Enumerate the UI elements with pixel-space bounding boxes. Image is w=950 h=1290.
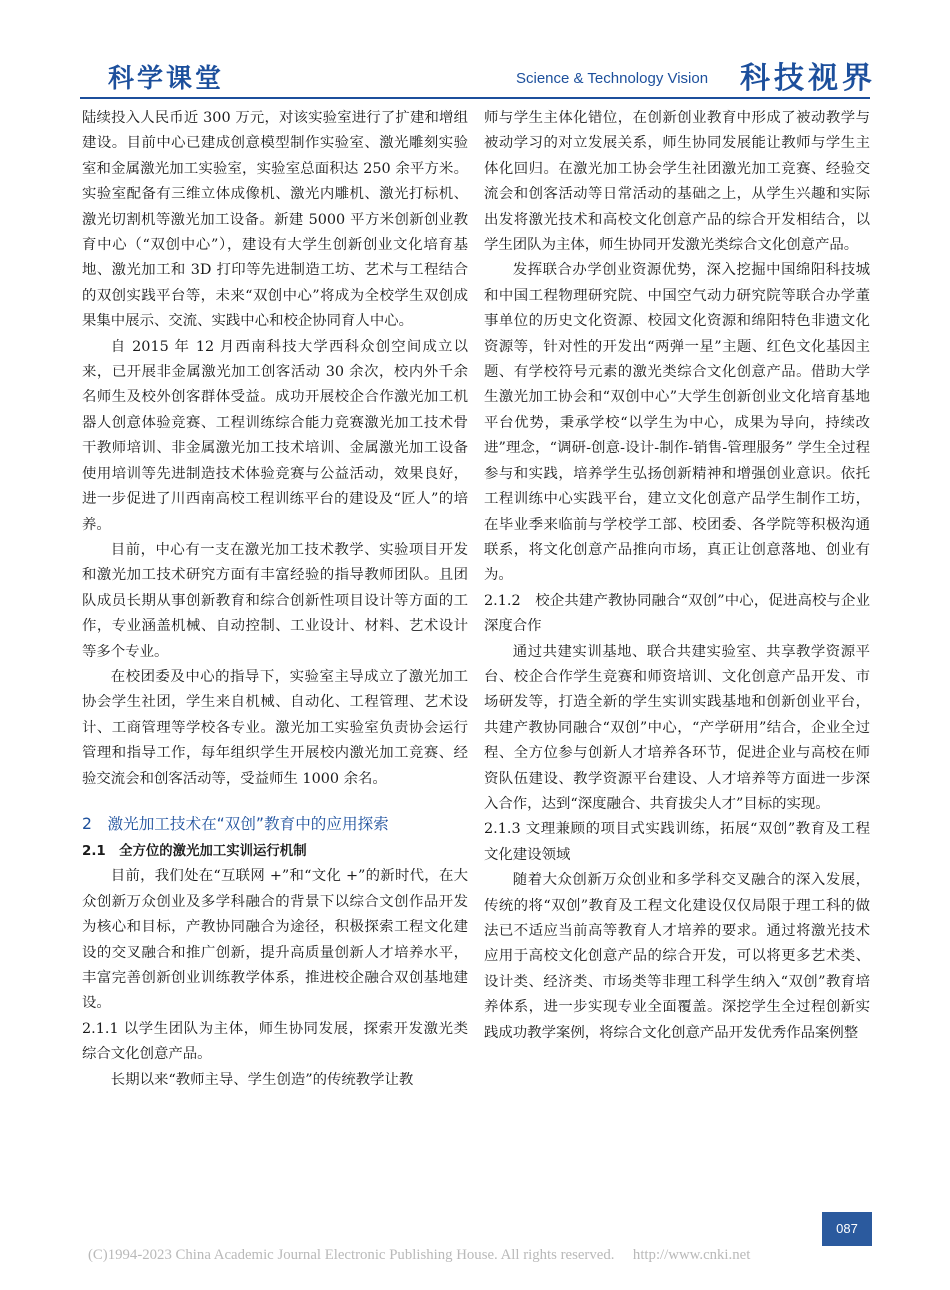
journal-english-title: Science & Technology Vision <box>516 70 709 87</box>
paragraph: 师与学生主体化错位，在创新创业教育中形成了被动教学与被动学习的对立发展关系，师生协同发展能让教师与学生主体化回归。在激光加工协会学生社团激光加工竞赛、经验交流会和创客活动等日常活动的基础之上，从学生兴趣和实际出发将激光技术和高校文化创意产品的综合开发相结合，以学生团队为主体，师生协同开发激光类综合文化创意产品。 <box>484 110 870 254</box>
header-rule <box>80 97 870 99</box>
subsubsection-heading: 2.1.2 校企共建产教协同融合“双创”中心，促进高校与企业深度合作 <box>484 592 870 635</box>
paragraph: 随着大众创新万众创业和多学科交叉融合的深入发展，传统的将“双创”教育及工程文化建设仅仅局限于理工科的做法已不适应当前高等教育人才培养的要求。通过将激光技术应用于高校文化创意产品的综合开发，可以将更多艺术类、设计类、经济类、市场类等非理工科学生纳入“双创”教育培养体系，进一步实现专业全面覆盖。深挖学生全过程创新实践成功教学案例，将综合文化创意产品开发优秀作品案例整 <box>484 872 870 1041</box>
paragraph: 在校团委及中心的指导下，实验室主导成立了激光加工协会学生社团，学生来自机械、自动化、工程管理、艺术设计、工商管理等学校各专业。激光加工实验室负责协会运行管理和指导工作，每年组织学生开展校内激光加工竞赛、经验交流会和创客活动等，受益师生 1000 余名。 <box>82 668 468 787</box>
paragraph: 陆续投入人民币近 300 万元，对该实验室进行了扩建和增组建设。目前中心已建成创意模型制作实验室、激光雕刻实验室和金属激光加工实验室，实验室总面积达 250 余平方米。实验室配备有三维立体成像机、激光内雕机、激光打标机、激光切割机等激光加工设备。新建 5000 平方米创新创业教育中心（“双创中心”），建设有大学生创新创业文化培育基地、激光加工和 3D 打印等先进制造工坊、艺术与工程结合的双创实践平台等，未来“双创中心”将成为全校学生双创成果集中展示、交流、实践中心和校企协同育人中心。 <box>82 110 468 330</box>
paragraph: 自 2015 年 12 月西南科技大学西科众创空间成立以来，已开展非金属激光加工创客活动 30 余次，校内外千余名师生及校外创客群体受益。成功开展校企合作激光加工机器人创意体验竞赛、工程训练综合能力竞赛激光加工技术骨干教师培训、非金属激光加工技术培训、金属激光加工设备使用培训等先进制造技术体验竞赛与公益活动，效果良好，进一步促进了川西南高校工程训练平台的建设及“匠人”的培养。 <box>82 338 468 533</box>
section-heading: 2 激光加工技术在“双创”教育中的应用探索 <box>82 814 389 833</box>
paragraph: 长期以来“教师主导、学生创造”的传统教学让教 <box>110 1071 414 1088</box>
subsection-heading: 2.1 全方位的激光加工实训运行机制 <box>82 843 307 859</box>
left-column <box>82 106 468 1093</box>
journal-section-title: 科学课堂 <box>108 64 225 94</box>
paragraph: 目前，我们处在“互联网 +”和“文化 +”的新时代，在大众创新万众创业及多学科融合的背景下以综合文创作品开发为核心和目标，产教协同融合为途径，积极探索工程文化建设的交叉融合和推广创新，提升高质量创新人才培养水平，丰富完善创新创业训练教学体系，推进校企融合双创基地建设。 <box>82 868 468 1012</box>
right-column <box>484 106 870 1046</box>
journal-chinese-title: 科技视界 <box>740 61 876 96</box>
subsubsection-heading: 2.1.1 以学生团队为主体，师生协同发展，探索开发激光类综合文化创意产品。 <box>82 1020 468 1063</box>
paragraph: 发挥联合办学创业资源优势，深入挖掘中国绵阳科技城和中国工程物理研究院、中国空气动力研究院等联合办学董事单位的历史文化资源、校园文化资源和绵阳特色非遗文化资源等，针对性的开发出“两弹一星”主题、红色文化基因主题、有学校符号元素的激光类综合文化创意产品。借助大学生激光加工协会和“双创中心”大学生创新创业文化培育基地平台优势，秉承学校“以学生为中心，成果为导向，持续改进”理念，“调研-创意-设计-制作-销售-管理服务” 学生全过程参与和实践，培养学生弘扬创新精神和增强创业意识。依托工程训练中心实践平台，建立文化创意产品学生制作工坊，在毕业季来临前与学校学工部、校团委、各学院等积极沟通联系，将文化创意产品推向市场，真正让创意落地、创业有为。 <box>484 262 870 584</box>
copyright-footer: (C)1994-2023 China Academic Journal Electronic Publishing House. All rights reserved. http://www.cnki.net <box>88 1247 751 1263</box>
page-number: 087 <box>822 1212 872 1246</box>
subsubsection-heading: 2.1.3 文理兼顾的项目式实践训练，拓展“双创”教育及工程文化建设领域 <box>484 821 870 863</box>
section-spacer <box>82 792 468 809</box>
paragraph: 通过共建实训基地、联合共建实验室、共享教学资源平台、校企合作学生竞赛和师资培训、文化创意产品开发、市场研发等，打造全新的学生实训实践基地和创新创业平台，共建产教协同融合“双创”中心，“产学研用”结合，企业全过程、全方位参与创新人才培养各环节，促进企业与高校在师资队伍建设、教学资源平台建设、人才培养等方面进一步深入合作，达到“深度融合、共育拔尖人才”目标的实现。 <box>484 643 870 812</box>
paragraph: 目前，中心有一支在激光加工技术教学、实验项目开发和激光加工技术研究方面有丰富经验的指导教师团队。且团队成员长期从事创新教育和综合创新性项目设计等方面的工作，专业涵盖机械、自动控制、工业设计、材料、艺术设计等多个专业。 <box>82 541 468 660</box>
